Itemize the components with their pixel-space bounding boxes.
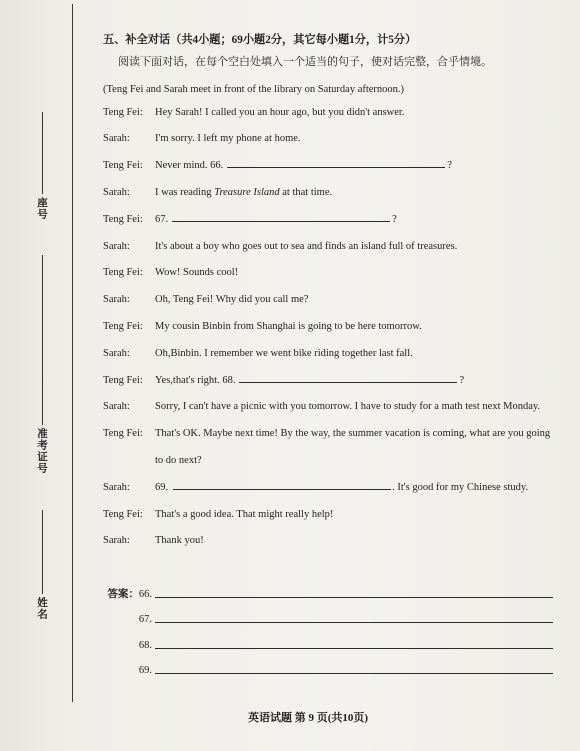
dialogue-text: Oh,Binbin. I remember we went bike riding together last fall. (155, 347, 413, 359)
dialogue-text: Wow! Sounds cool! (155, 267, 239, 279)
blank-prefix: Never mind. 66. (155, 160, 224, 172)
answer-number: 68. (138, 639, 152, 651)
speaker-label: Teng Fei: (103, 320, 143, 332)
speaker-label: Teng Fei: (103, 508, 143, 520)
text-before-title: I was reading (155, 186, 212, 198)
dialogue-text (155, 153, 555, 180)
blank-prefix: Yes,that's right. 68. (155, 374, 236, 386)
dialogue-text (155, 180, 555, 207)
blank-prefix: 69. (155, 481, 169, 493)
dialogue-text: That's a good idea. That might really help! (155, 508, 334, 520)
name-label: 姓名 (36, 597, 48, 620)
answer-section (103, 582, 555, 684)
answer-blank-68[interactable] (239, 373, 457, 383)
dialogue-line (103, 234, 555, 261)
text-after-title: at that time. (282, 186, 333, 198)
dialogue-line (103, 287, 555, 314)
dialogue-line (103, 341, 555, 368)
speaker-label: Sarah: (103, 133, 130, 145)
speaker-label: Teng Fei: (103, 160, 143, 172)
name-line (42, 510, 43, 594)
speaker-label: Sarah: (103, 240, 130, 252)
seat-number-line (42, 112, 43, 194)
speaker-label: Teng Fei: (103, 428, 143, 440)
speaker-label: Sarah: (103, 294, 130, 306)
section-title: 五、补全对话（共4小题；69小题2分，其它每小题1分，计5分） (103, 34, 417, 46)
exam-id-line (42, 255, 43, 425)
dialogue-line (103, 126, 555, 153)
dialogue-text: That's OK. Maybe next time! By the way, the summer vacation is coming, what are you going to do next? (155, 428, 551, 466)
answer-label: 答案： (107, 589, 139, 600)
answer-line-66[interactable] (155, 582, 553, 598)
answer-line-67[interactable] (155, 607, 553, 623)
answer-line-69[interactable] (155, 658, 553, 674)
dialogue-text: Oh, Teng Fei! Why did you call me? (155, 294, 309, 306)
dialogue-text (155, 368, 555, 395)
dialogue-line (103, 502, 555, 529)
dialogue-line (103, 475, 555, 502)
speaker-label: Teng Fei: (103, 213, 143, 225)
dialogue-text: Sorry, I can't have a picnic with you tomorrow. I have to study for a math test next Monday. (155, 401, 541, 413)
blank-suffix: ? (459, 374, 465, 386)
answer-number: 67. (138, 614, 152, 626)
margin-divider-line (72, 4, 73, 702)
answer-number: 69. (138, 665, 152, 677)
answer-row (103, 658, 555, 683)
blank-suffix: ? (392, 213, 397, 225)
speaker-label: Teng Fei: (103, 267, 143, 279)
dialogue-text: Thank you! (155, 535, 204, 547)
dialogue-text (155, 207, 555, 234)
blank-suffix: ? (447, 160, 452, 172)
answer-number-text: 66. (138, 589, 152, 600)
dialogue-text (155, 475, 555, 502)
dialogue-line (103, 100, 555, 127)
answer-row (103, 582, 555, 607)
answer-number (103, 582, 152, 607)
dialogue-line (103, 528, 555, 555)
book-title: Treasure Island (214, 186, 280, 198)
speaker-label: Sarah: (103, 535, 130, 547)
exam-id-label: 准考证号 (36, 428, 48, 474)
dialogue (103, 100, 555, 556)
dialogue-text: It's about a boy who goes out to sea and finds an island full of treasures. (155, 240, 458, 252)
speaker-label: Teng Fei: (103, 374, 143, 386)
dialogue-text: Hey Sarah! I called you an hour ago, but you didn't answer. (155, 106, 405, 118)
blank-suffix: . It's good for my Chinese study. (392, 481, 529, 493)
dialogue-line (103, 180, 555, 207)
instruction-text: 阅读下面对话，在每个空白处填入一个适当的句子，使对话完整，合乎情境。 (118, 56, 492, 68)
page-footer: 英语试题 第 9 页(共10页) (248, 712, 369, 724)
dialogue-text: I'm sorry. I left my phone at home. (155, 133, 301, 145)
dialogue-line (103, 153, 555, 180)
speaker-label: Sarah: (103, 186, 130, 198)
answer-blank-69[interactable] (173, 480, 391, 490)
dialogue-line (103, 421, 555, 475)
seat-number-label: 座号 (36, 197, 48, 220)
answer-row (103, 633, 555, 658)
dialogue-line (103, 368, 555, 395)
answer-row (103, 607, 555, 632)
speaker-label: Sarah: (103, 481, 130, 493)
dialogue-line (103, 314, 555, 341)
speaker-label: Teng Fei: (103, 106, 143, 118)
dialogue-text: My cousin Binbin from Shanghai is going to be here tomorrow. (155, 320, 422, 332)
scene-description: (Teng Fei and Sarah meet in front of the library on Saturday afternoon.) (103, 84, 405, 95)
answer-blank-67[interactable] (172, 212, 390, 222)
speaker-label: Sarah: (103, 347, 130, 359)
dialogue-line (103, 260, 555, 287)
answer-blank-66[interactable] (227, 158, 445, 168)
speaker-label: Sarah: (103, 401, 130, 413)
dialogue-line (103, 207, 555, 234)
blank-prefix: 67. (155, 213, 169, 225)
dialogue-line (103, 394, 555, 421)
answer-line-68[interactable] (155, 633, 553, 649)
